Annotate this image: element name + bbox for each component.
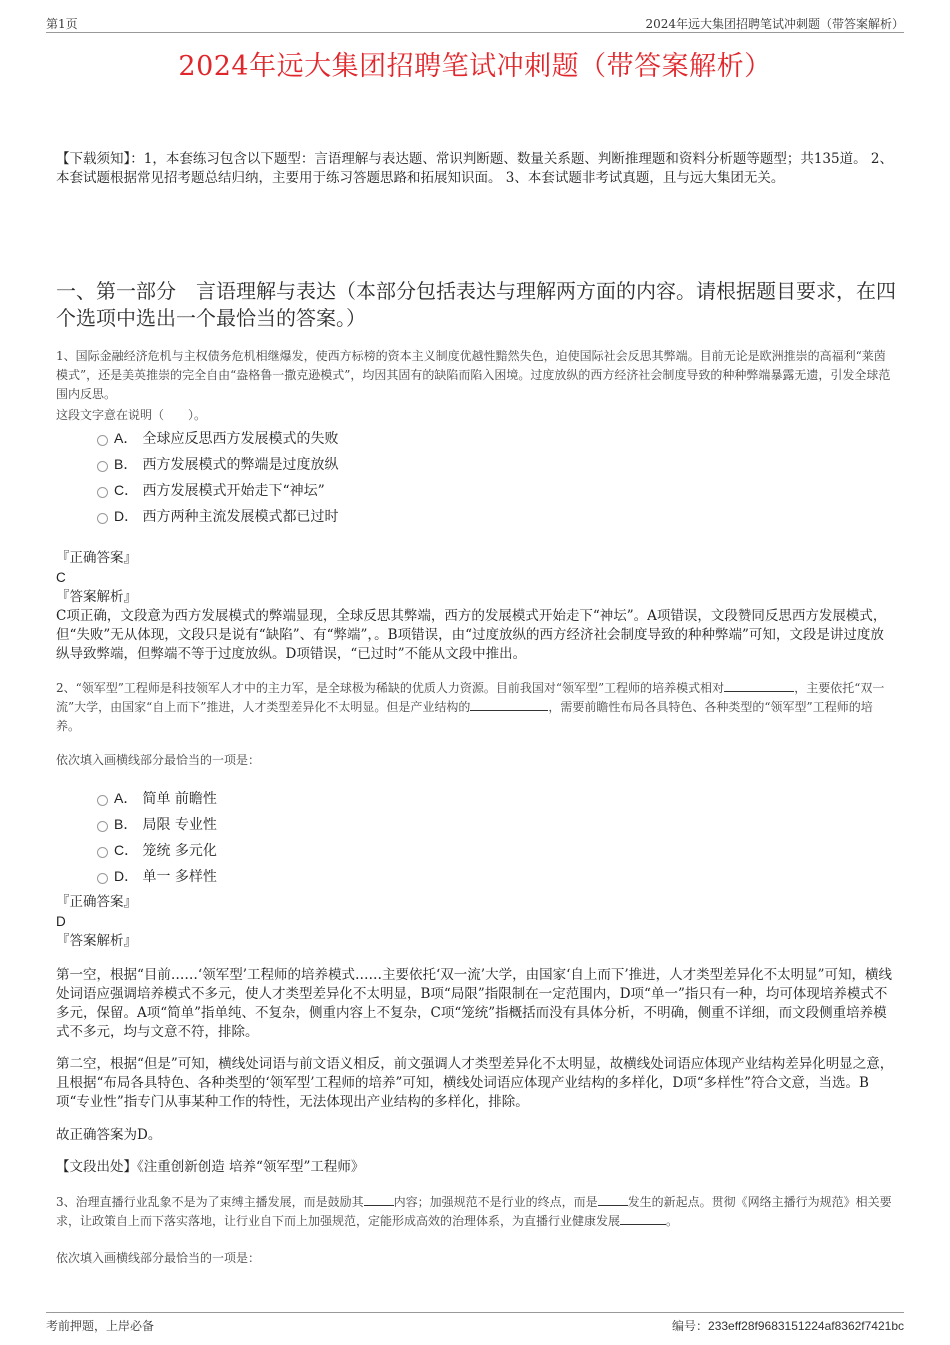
option-c[interactable]: C． 西方发展模式开始走下“神坛”: [97, 477, 338, 503]
option-c[interactable]: C． 笼统 多元化: [97, 837, 217, 863]
question-2-options: [97, 785, 217, 889]
option-d[interactable]: D． 单一 多样性: [97, 863, 217, 889]
option-b[interactable]: B． 西方发展模式的弊端是过度放纵: [97, 451, 338, 477]
header-doc-title: 2024年远大集团招聘笔试冲刺题（带答案解析）: [645, 17, 904, 31]
question-3-prompt: 依次填入画横线部分最恰当的一项是：: [56, 1251, 261, 1265]
radio-icon[interactable]: [97, 461, 108, 472]
option-a[interactable]: A． 全球应反思西方发展模式的失败: [97, 425, 338, 451]
option-d[interactable]: D． 西方两种主流发展模式都已过时: [97, 503, 338, 529]
answer-header: 『正确答案』: [56, 550, 137, 566]
blank-line: [598, 1194, 628, 1206]
question-1-options: [97, 425, 338, 529]
question-2-stem: 2、“领军型”工程师是科技领军人才中的主力军，是全球极为稀缺的优质人力资源。目前我国对“领军型”工程师的培养模式相对 ，主要依托“双一流”大学，由国家“自上而下”推进，人才类型差异化不太明显。但是产业结构的 ，需要前瞻性布局各具特色、各种类型的“领军型”工程师的培养。: [56, 681, 885, 733]
page-footer: [46, 1312, 904, 1333]
footer-slogan: 考前押题，上岸必备: [46, 1319, 155, 1333]
download-notice: 【下载须知】：1，本套练习包含以下题型：言语理解与表达题、常识判断题、数量关系题、判断推理题和资料分析题等题型；共135道。 2、本套试题根据常见招考题总结归纳，主要用于练习答题思路和拓展知识面。 3、本套试题非考试真题，且与远大集团无关。: [56, 151, 893, 186]
page-number: 第1页: [46, 17, 78, 31]
radio-icon[interactable]: [97, 513, 108, 524]
question-2-prompt: 依次填入画横线部分最恰当的一项是：: [56, 753, 261, 767]
analysis-header: 『答案解析』: [56, 589, 137, 605]
answer-value: D: [56, 914, 66, 929]
analysis-paragraph-1: 第一空，根据“目前……‘领军型’工程师的培养模式……主要依托‘双一流’大学，由国家‘自上而下’推进，人才类型差异化不太明显”可知，横线处词语应强调培养模式不多元，使人才类型差异化不太明显，B项“局限”指限制在一定范围内，D项“单一”指只有一种，均可体现培养模式不多元，保留。A项“简单”指单纯、不复杂，侧重内容上不复杂，C项“笼统”指概括而没有具体分析，不明确，侧重不详细，而文段侧重培养模式不多元，均与文意不符，排除。: [56, 967, 893, 1040]
footer-doc-id: 编号：233eff28f9683151224af8362f7421bc: [672, 1319, 904, 1333]
option-a[interactable]: A． 简单 前瞻性: [97, 785, 217, 811]
analysis-paragraph-2: 第二空，根据“但是”可知，横线处词语与前文语义相反，前文强调人才类型差异化不太明显，故横线处词语应体现产业结构差异化明显之意，且根据“布局各具特色、各种类型的‘领军型’工程师的培养”可知，横线处词语应体现产业结构的多样化，D项“多样性”符合文意，当选。B项“专业性”指专门从事某种工作的特性，无法体现出产业结构的多样化，排除。: [56, 1056, 894, 1110]
question-1-stem: 1、国际金融经济危机与主权债务危机相继爆发，使西方标榜的资本主义制度优越性黯然失色，迫使国际社会反思其弊端。目前无论是欧洲推崇的高福利“莱茵模式”，还是美英推崇的完全自由“盎格鲁一撒克逊模式”，均因其固有的缺陷而陷入困境。过度放纵的西方经济社会制度导致的种种弊端暴露无遗，引发全球范围内反思。: [56, 349, 891, 401]
analysis-conclusion: 故正确答案为D。: [56, 1127, 162, 1143]
page-header: [46, 14, 904, 33]
blank-line: [364, 1194, 394, 1206]
analysis-header: 『答案解析』: [56, 933, 137, 949]
analysis-text: C项正确，文段意为西方发展模式的弊端显现，全球反思其弊端，西方的发展模式开始走下“神坛”。A项错误，文段赞同反思西方发展模式，但“失败”无从体现，文段只是说有“缺陷”、有“弊端”，。B项错误，由“过度放纵的西方经济社会制度导致的种种弊端”可知，文段是讲过度放纵导致弊端，但弊端不等于过度放纵。D项错误，“已过时”不能从文段中推出。: [56, 608, 887, 662]
question-3-stem: 3、治理直播行业乱象不是为了束缚主播发展，而是鼓励其 内容；加强规范不是行业的终点，而是 发生的新起点。贯彻《网络主播行为规范》相关要求，让政策自上而下落实落地，让行业自下而上加强规范，定能形成高效的治理体系，为直播行业健康发展 。: [56, 1195, 892, 1228]
question-1-prompt: 这段文字意在说明（ ）。: [56, 408, 207, 422]
blank-line: [724, 680, 794, 692]
radio-icon[interactable]: [97, 821, 108, 832]
blank-line: [620, 1213, 666, 1225]
radio-icon[interactable]: [97, 435, 108, 446]
option-b[interactable]: B． 局限 专业性: [97, 811, 217, 837]
radio-icon[interactable]: [97, 795, 108, 806]
text-source: 【文段出处】《注重创新创造 培养“领军型”工程师》: [56, 1159, 365, 1175]
radio-icon[interactable]: [97, 847, 108, 858]
radio-icon[interactable]: [97, 487, 108, 498]
radio-icon[interactable]: [97, 873, 108, 884]
answer-header: 『正确答案』: [56, 894, 137, 910]
answer-value: C: [56, 570, 66, 585]
blank-line: [470, 699, 548, 711]
document-title: 2024年远大集团招聘笔试冲刺题（带答案解析）: [178, 51, 772, 82]
section-title: 一、第一部分 言语理解与表达（本部分包括表达与理解两方面的内容。请根据题目要求，在四个选项中选出一个最恰当的答案。）: [56, 279, 896, 330]
